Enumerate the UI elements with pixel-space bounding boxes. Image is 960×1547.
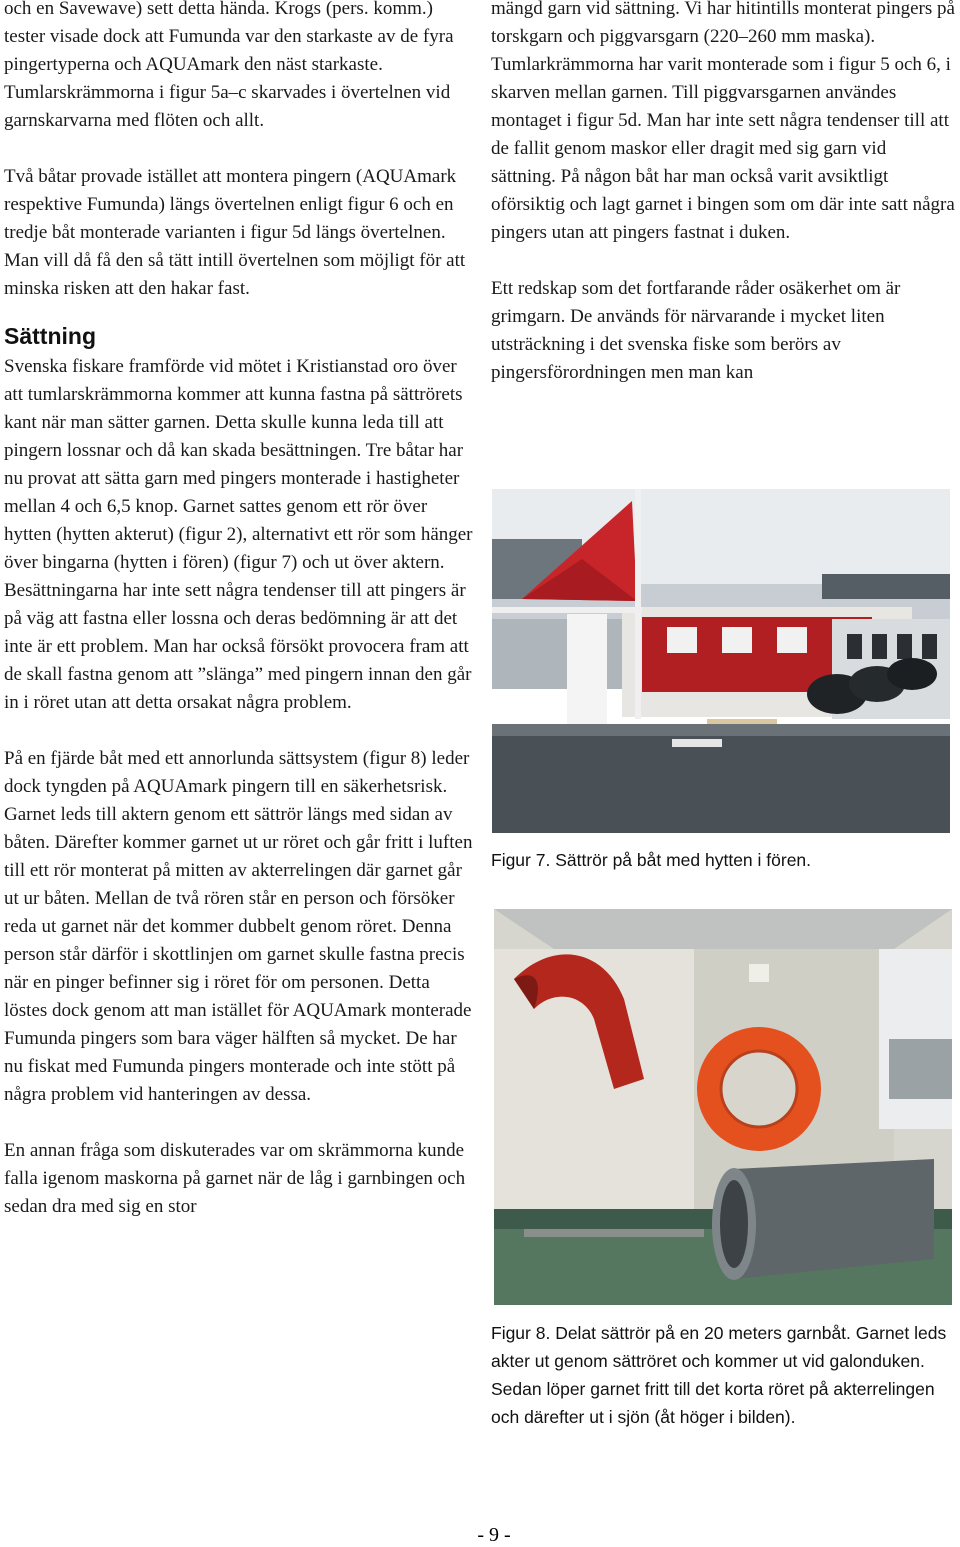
left-column xyxy=(4,0,474,1221)
section-heading: Sättning xyxy=(4,323,96,349)
right-column xyxy=(491,0,955,387)
paragraph: På en fjärde båt med ett annorlunda sättsystem (figur 8) leder dock tyngden på AQUAmark pingern till en säkerhetsrisk. Garnet leds till aktern genom ett sättrör längs med sidan av båten. Därefter kommer garnet ut ur röret och går fritt i luften till ett rör monterat på mitten av akterrelingen där garnet går ut ur båten. Mellan de två rören står en person och försöker reda ut garnet när det kommer dubbelt genom röret. Denna person står därför i skottlinjen om garnet skulle fastna precis när en pinger befinner sig i röret för om personen. Detta löstes dock genom att man istället för AQUAmark monterade Fumunda pingers som bara väger hälften så mycket. De har nu fiskat med Fumunda pingers monterade och inte stött på några problem vid hanteringen av dessa. xyxy=(4,748,473,1105)
paragraph: Svenska fiskare framförde vid mötet i Kristianstad oro över att tumlarskrämmorna kommer att kunna fastna på sättrörets kant när man sätter garnen. Detta skulle kunna leda till att pingern lossnar och då kan skada besättningen. Tre båtar har nu provat att sätta garn med pingers monterade i hastigheter mellan 4 och 6,5 knop. Garnet sattes genom ett rör över hytten (hytten akterut) (figur 2), alternativt ett rör som hänger över bingarna (hytten i fören) (figur 7) och ut över aktern. Besättningarna har inte sett några tendenser till att pingers är på väg att fastna eller lossna och deras bedömning är att det inte är ett problem. Man har också försökt provocera fram att de skall fastna genom att ”slänga” med pingern innan den går in i röret utan att detta orsakat några problem. xyxy=(4,356,473,713)
figure-8-photo xyxy=(494,909,952,1305)
figure-8-caption: Figur 8. Delat sättrör på en 20 meters garnbåt. Garnet leds akter ut genom sättröret och kommer ut vid galonduken. Sedan löper garnet fritt till det korta röret på akterrelingen och därefter ut i sjön (åt höger i bilden). xyxy=(491,1323,947,1427)
paragraph: Ett redskap som det fortfarande råder osäkerhet om är grimgarn. De används för närvarande i mycket liten utsträckning i det svenska fiske som berörs av pingersförordningen men man kan xyxy=(491,278,901,383)
paragraph: mängd garn vid sättning. Vi har hitintills monterat pingers på torskgarn och piggvarsgarn (220–260 mm maska). Tumlarkrämmorna har varit monterade som i figur 5 och 6, i skarven mellan garnen. Till piggvarsgarnen användes montaget i figur 5d. Man har inte sett några tendenser till att de fallit genom maskor eller dragit med sig garn vid sättning. På någon båt har man också varit avsiktligt oförsiktig och lagt garnet i bingen som om där inte satt några pingers utan att pingers fastnat i duken. xyxy=(491,0,955,243)
figure-7-caption: Figur 7. Sättrör på båt med hytten i fören. xyxy=(491,850,812,870)
paragraph: och en Savewave) sett detta hända. Krogs (pers. komm.) tester visade dock att Fumunda var den starkaste av de fyra pingertyperna och AQUAmark den näst starkaste. Tumlarskrämmorna i figur 5a–c skarvades i övertelnen vid garnskarvarna med flöten och allt. xyxy=(4,0,454,131)
boat-deck-illustration xyxy=(492,489,950,833)
life-buoy-illustration xyxy=(494,909,952,1305)
paragraph: En annan fråga som diskuterades var om skrämmorna kunde falla igenom maskorna på garnet när de låg i garnbingen och sedan dra med sig en stor xyxy=(4,1140,466,1217)
figure-7-photo xyxy=(492,489,950,833)
paragraph: Två båtar provade istället att montera pingern (AQUAmark respektive Fumunda) längs övertelnen enligt figur 6 och en tredje båt monterade varianten i figur 5d längs övertelnen. Man vill då få den så tätt intill övertelnen som möjligt för att minska risken att den hakar fast. xyxy=(4,166,466,299)
page-number: - 9 - xyxy=(477,1524,511,1546)
